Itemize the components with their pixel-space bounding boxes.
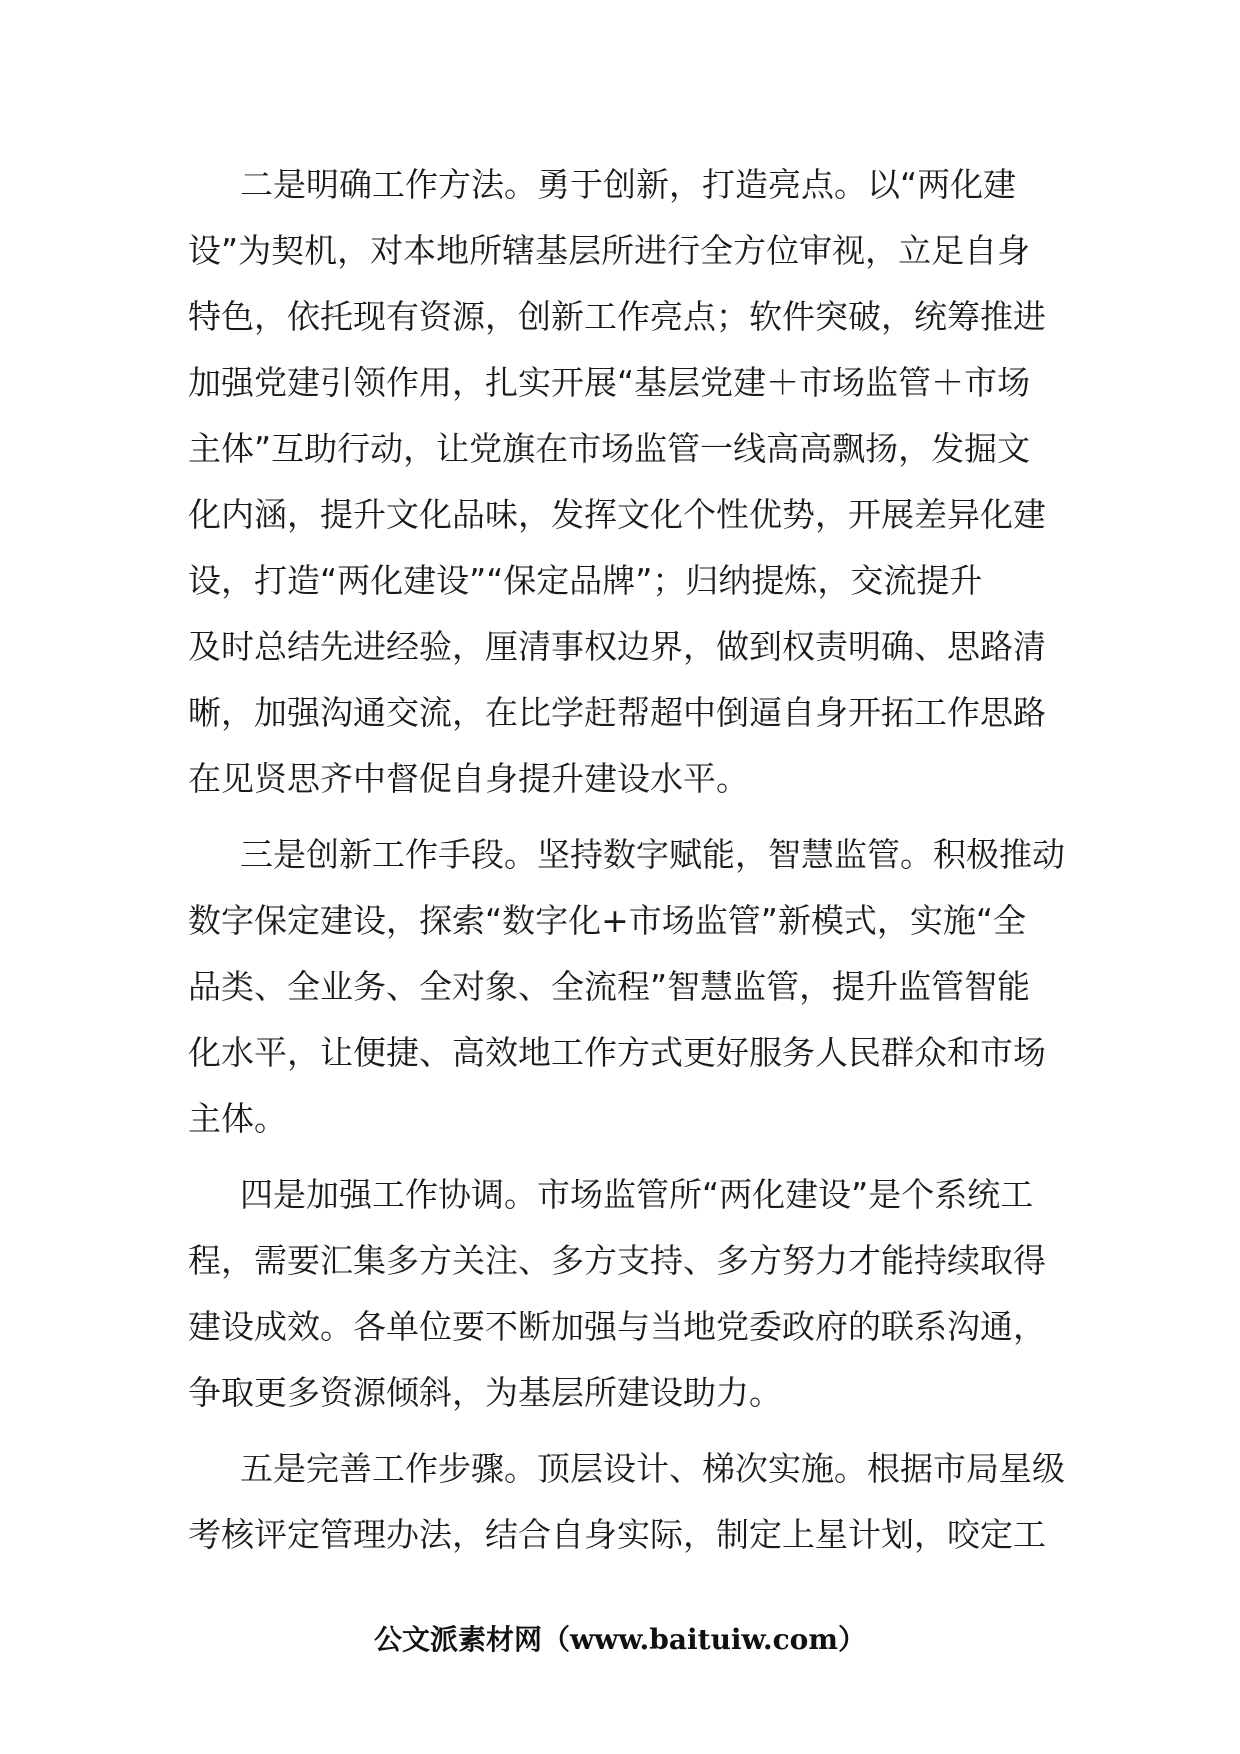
text-line: 争取更多资源倾斜，为基层所建设助力。 <box>188 1373 782 1412</box>
paragraph-gap <box>188 1152 1088 1162</box>
text-line: 五是完善工作步骤。顶层设计、梯次实施。根据市局星级 <box>240 1449 1065 1488</box>
text-line: 化水平，让便捷、高效地工作方式更好服务人民群众和市场 <box>188 1033 1046 1072</box>
text-line: 设，打造“两化建设”“保定品牌”；归纳提炼，交流提升 <box>188 561 983 600</box>
text-line: 晰，加强沟通交流，在比学赶帮超中倒逼自身开拓工作思路 <box>188 693 1046 732</box>
text-line: 四是加强工作协调。市场监管所“两化建设”是个系统工 <box>240 1175 1034 1214</box>
footer-watermark: 公文派素材网（www.baituiw.com） <box>374 1623 866 1656</box>
text-line: 加强党建引领作用，扎实开展“基层党建＋市场监管＋市场 <box>188 363 1031 402</box>
text-line: 特色，依托现有资源，创新工作亮点；软件突破，统筹推进 <box>188 297 1046 336</box>
text-line: 二是明确工作方法。勇于创新，打造亮点。以“两化建 <box>240 165 1017 204</box>
paragraph-3 <box>188 822 1088 1152</box>
paragraph-gap <box>188 812 1088 822</box>
text-line: 数字保定建设，探索“数字化+市场监管”新模式，实施“全 <box>188 901 1026 940</box>
paragraph-5 <box>188 1436 1088 1568</box>
document-body <box>188 152 1088 1568</box>
text-line: 品类、全业务、全对象、全流程”智慧监管，提升监管智能 <box>188 967 1031 1006</box>
text-line: 及时总结先进经验，厘清事权边界，做到权责明确、思路清 <box>188 627 1046 666</box>
text-line: 主体。 <box>188 1099 287 1138</box>
text-line: 三是创新工作手段。坚持数字赋能，智慧监管。积极推动 <box>240 835 1065 874</box>
text-line: 程，需要汇集多方关注、多方支持、多方努力才能持续取得 <box>188 1241 1046 1280</box>
paragraph-2 <box>188 152 1088 812</box>
paragraph-gap <box>188 1426 1088 1436</box>
text-line: 化内涵，提升文化品味，发挥文化个性优势，开展差异化建 <box>188 495 1046 534</box>
text-line: 主体”互助行动，让党旗在市场监管一线高高飘扬，发掘文 <box>188 429 1031 468</box>
text-line: 设”为契机，对本地所辖基层所进行全方位审视，立足自身 <box>188 231 1031 270</box>
text-line: 在见贤思齐中督促自身提升建设水平。 <box>188 759 749 798</box>
paragraph-4 <box>188 1162 1088 1426</box>
text-line: 考核评定管理办法，结合自身实际，制定上星计划，咬定工 <box>188 1515 1046 1554</box>
text-line: 建设成效。各单位要不断加强与当地党委政府的联系沟通， <box>188 1307 1046 1346</box>
